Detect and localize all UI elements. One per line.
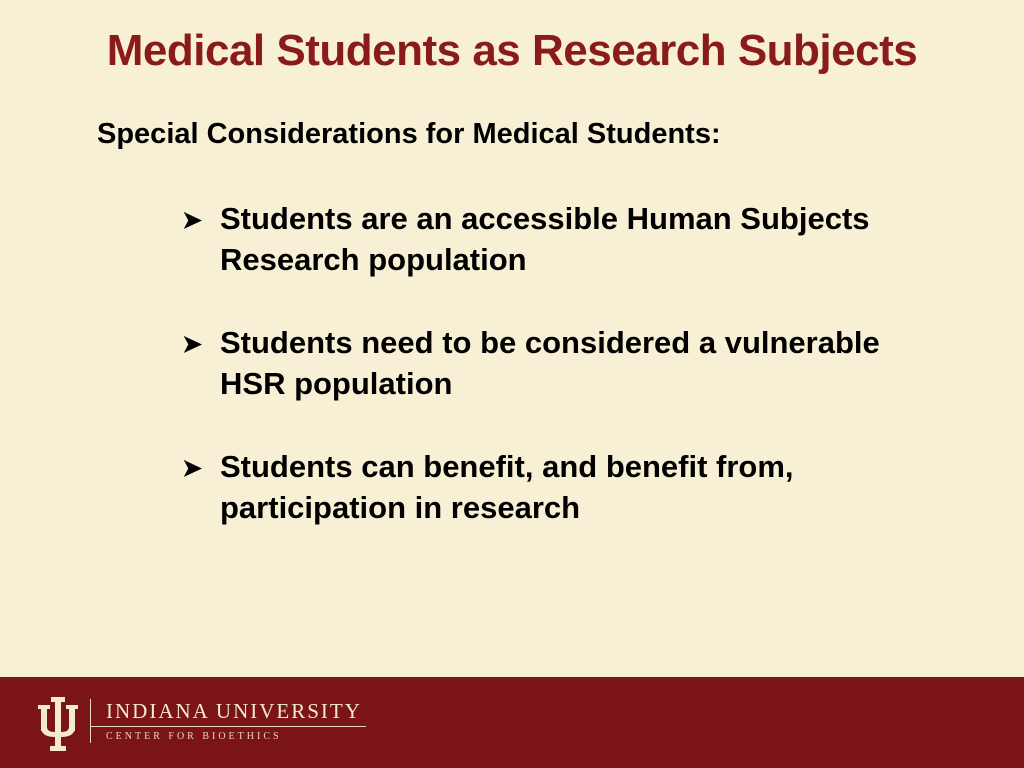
list-item (182, 446, 902, 528)
brand-wordmark (90, 699, 366, 744)
arrow-bullet-icon: ➤ (182, 455, 203, 482)
bullet-text: Students are an accessible Human Subjects Research population (220, 201, 870, 277)
arrow-bullet-icon: ➤ (182, 331, 203, 358)
list-item (182, 198, 902, 280)
list-item (182, 322, 902, 404)
arrow-bullet-icon: ➤ (182, 207, 203, 234)
university-name: INDIANA UNIVERSITY (106, 699, 362, 723)
slide-subtitle: Special Considerations for Medical Students: (97, 118, 721, 150)
bullet-text: Students can benefit, and benefit from, participation in research (220, 449, 794, 525)
center-name: CENTER FOR BIOETHICS (106, 731, 282, 742)
bullet-text: Students need to be considered a vulnerable HSR population (220, 325, 880, 401)
bullet-list (182, 198, 902, 570)
slide-title: Medical Students as Research Subjects (106, 26, 918, 75)
iu-trident-icon (38, 697, 78, 751)
brand-rule (90, 726, 366, 727)
footer-bar (0, 677, 1024, 768)
